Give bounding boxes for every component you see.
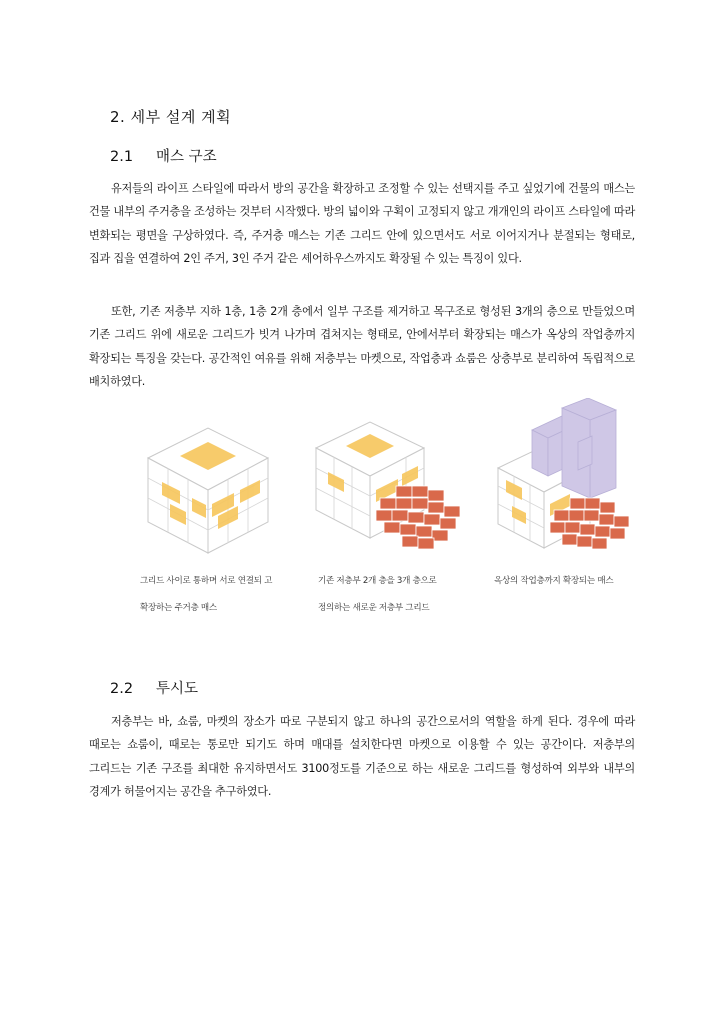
subsection-title: 매스 구조 — [156, 149, 217, 165]
perspective-paragraph: 저층부는 바, 쇼룸, 마켓의 장소가 따로 구분되지 않고 하나의 공간으로서의 역할을 하게 된다. 경우에 따라 때로는 쇼룸이, 때로는 통로만 되기도 하며 매대를 설치한다면 마켓으로 이용할 수 있는 공간이다. 저층부의 그리드는 기존 구조를 최대한 유지하면서도 3100정도를 기준으로 하는 새로운 그리드를 형성하여 외부와 내부의 경계가 허물어지는 공간을 추구하였다. — [89, 715, 635, 798]
mass-diagram-lower-grid — [310, 398, 470, 568]
subsection-title: 투시도 — [156, 681, 199, 697]
mass-diagram-housing — [140, 398, 300, 568]
mass-paragraph-1: 유저들의 라이프 스타일에 따라서 방의 공간을 확장하고 조정할 수 있는 선택지를 주고 싶었기에 건물의 매스는 건물 내부의 주거층을 조성하는 것부터 시작했다. 방의 넓이와 구획이 고정되지 않고 개개인의 라이프 스타일에 따라 변화되는 평면을 구상하였다. 즉, 주거층 매스는 기존 그리드 안에 있으면서도 서로 이어지거나 분절되는 형태로, 집과 집을 연결하여 2인 주거, 3인 주거 같은 셰어하우스까지도 확장될 수 있는 특징이 있다. — [89, 182, 635, 265]
caption-line: 정의하는 새로운 저층부 그리드 — [318, 603, 430, 613]
caption-line: 옥상의 작업층까지 확장되는 매스 — [494, 576, 614, 586]
caption-line: 그리드 사이로 통하며 서로 연결되 고 — [140, 576, 273, 586]
caption-line: 확장하는 주거층 매스 — [140, 603, 217, 613]
mass-paragraph-2: 또한, 기존 저층부 지하 1층, 1층 2개 층에서 일부 구조를 제거하고 목구조로 형성된 3개의 층으로 만들었으며 기존 그리드 위에 새로운 그리드가 빗겨 나가며 겹쳐지는 형태로, 안에서부터 확장되는 매스가 옥상의 작업층까지 확장되는 특징을 갖는다. 공간적인 여유를 위해 저층부는 마켓으로, 작업층과 쇼룸은 상층부로 분리하여 독립적으로 배치하였다. — [89, 305, 635, 388]
caption-line: 기존 저층부 2개 층을 3개 층으로 — [318, 576, 437, 586]
subsection-number: 2.1 — [110, 149, 134, 165]
section-heading: 2. 세부 설계 계획 — [110, 108, 232, 126]
subsection-perspective-heading — [110, 677, 198, 698]
subsection-number: 2.2 — [110, 681, 134, 697]
mass-diagram-rooftop — [492, 398, 652, 568]
figure-caption-3 — [494, 568, 654, 595]
figure-caption-1 — [140, 568, 305, 622]
subsection-mass-heading — [110, 145, 217, 166]
figure-caption-2 — [318, 568, 478, 622]
